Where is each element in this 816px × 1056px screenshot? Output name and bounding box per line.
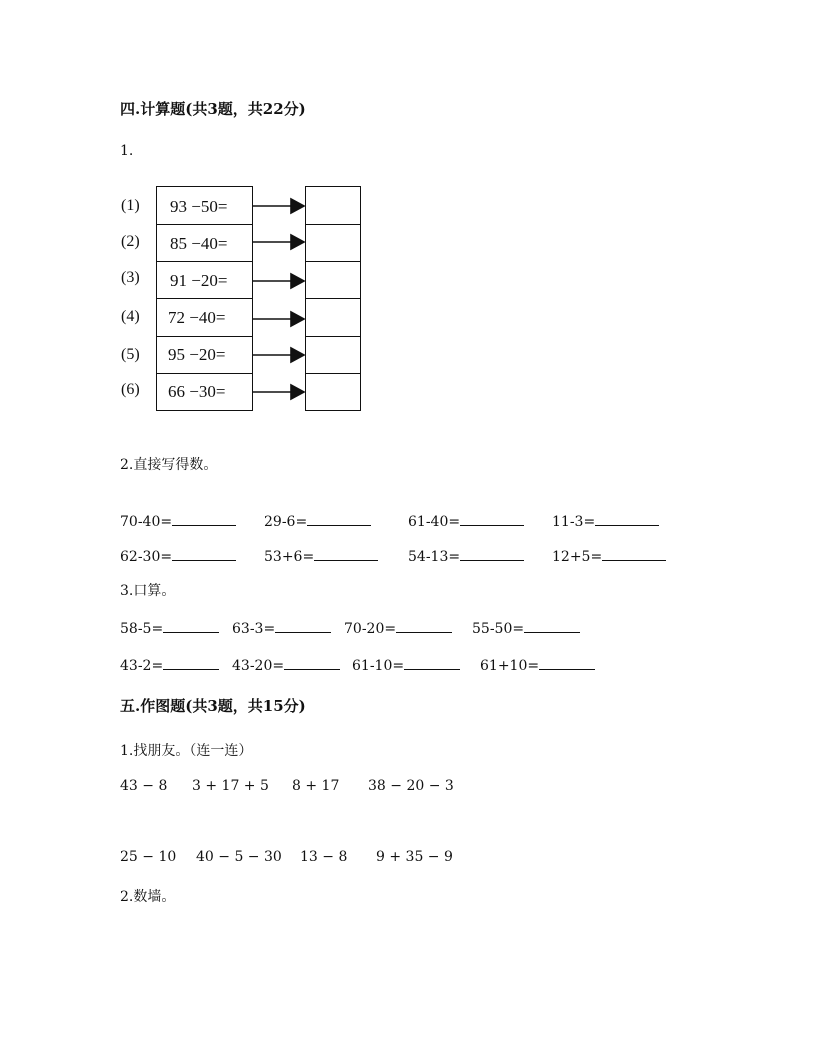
match-top-item[interactable]: 3 + 17 + 5 xyxy=(192,778,269,794)
divider xyxy=(156,336,253,337)
q3-item: 58-5= xyxy=(120,618,219,637)
section-5-title: 五.作图题(共3题，共15分) xyxy=(120,697,306,715)
match-bottom-item[interactable]: 40 − 5 − 30 xyxy=(196,849,282,865)
question-3-prompt: 3.口算。 xyxy=(120,583,176,599)
answer-blank[interactable] xyxy=(275,618,331,633)
arrow-head-icon xyxy=(291,199,304,213)
expression-3: 91 −20= xyxy=(170,271,228,290)
question-1-number: 1. xyxy=(120,143,134,159)
q2-item: 54-13= xyxy=(408,546,524,565)
match-top-item[interactable]: 38 − 20 − 3 xyxy=(368,778,454,794)
answer-blank[interactable] xyxy=(307,511,371,526)
q2-item: 53+6= xyxy=(264,546,378,565)
divider xyxy=(156,298,253,299)
expression-6: 66 −30= xyxy=(168,382,226,401)
q3-item: 61-10= xyxy=(352,655,460,674)
q3-item: 43-20= xyxy=(232,655,340,674)
answer-blank[interactable] xyxy=(314,546,378,561)
answer-blank[interactable] xyxy=(172,546,236,561)
divider xyxy=(156,261,253,262)
q2-item: 12+5= xyxy=(552,546,666,565)
answer-box-divider xyxy=(305,298,361,299)
expression-5: 95 −20= xyxy=(168,345,226,364)
expression-4: 72 −40= xyxy=(168,308,226,327)
expression-1: 93 −50= xyxy=(170,197,228,216)
answer-blank[interactable] xyxy=(172,511,236,526)
find-friends-prompt: 1.找朋友。（连一连） xyxy=(120,743,253,759)
q3-item: 70-20= xyxy=(344,618,452,637)
section-4-title: 四.计算题(共3题，共22分) xyxy=(120,100,306,118)
answer-blank[interactable] xyxy=(163,618,219,633)
divider xyxy=(156,224,253,225)
answer-blank[interactable] xyxy=(602,546,666,561)
answer-blank[interactable] xyxy=(539,655,595,670)
row-label-2: (2) xyxy=(121,233,140,250)
answer-blank[interactable] xyxy=(524,618,580,633)
q2-item: 11-3= xyxy=(552,511,659,530)
arrow-head-icon xyxy=(291,385,304,399)
answer-blank[interactable] xyxy=(404,655,460,670)
answer-blank[interactable] xyxy=(460,546,524,561)
q2-item: 70-40= xyxy=(120,511,236,530)
arrow-head-icon xyxy=(291,348,304,362)
q3-item: 55-50= xyxy=(472,618,580,637)
answer-blank[interactable] xyxy=(595,511,659,526)
answer-blank[interactable] xyxy=(163,655,219,670)
q3-item: 63-3= xyxy=(232,618,331,637)
match-top-item[interactable]: 43 − 8 xyxy=(120,778,168,794)
arrow-head-icon xyxy=(291,235,304,249)
q3-item: 43-2= xyxy=(120,655,219,674)
answer-box-divider xyxy=(305,373,361,374)
row-label-4: (4) xyxy=(121,308,140,325)
answer-box-divider xyxy=(305,336,361,337)
answer-box-divider xyxy=(305,261,361,262)
match-bottom-item[interactable]: 25 − 10 xyxy=(120,849,177,865)
arrow-head-icon xyxy=(291,312,304,326)
expression-2: 85 −40= xyxy=(170,234,228,253)
row-label-6: (6) xyxy=(121,381,140,398)
answer-box-divider xyxy=(305,224,361,225)
match-bottom-item[interactable]: 9 + 35 − 9 xyxy=(376,849,453,865)
answer-blank[interactable] xyxy=(460,511,524,526)
question-2-prompt: 2.直接写得数。 xyxy=(120,457,218,473)
q3-item: 61+10= xyxy=(480,655,595,674)
row-label-3: (3) xyxy=(121,269,140,286)
match-bottom-item[interactable]: 13 − 8 xyxy=(300,849,348,865)
q2-item: 62-30= xyxy=(120,546,236,565)
number-wall-prompt: 2.数墙。 xyxy=(120,889,176,905)
q2-item: 61-40= xyxy=(408,511,524,530)
row-label-1: (1) xyxy=(121,197,140,214)
arrow-column xyxy=(253,186,307,411)
match-top-item[interactable]: 8 + 17 xyxy=(292,778,340,794)
q2-item: 29-6= xyxy=(264,511,371,530)
answer-blank[interactable] xyxy=(396,618,452,633)
arrow-head-icon xyxy=(291,274,304,288)
row-label-5: (5) xyxy=(121,346,140,363)
divider xyxy=(156,373,253,374)
answer-blank[interactable] xyxy=(284,655,340,670)
